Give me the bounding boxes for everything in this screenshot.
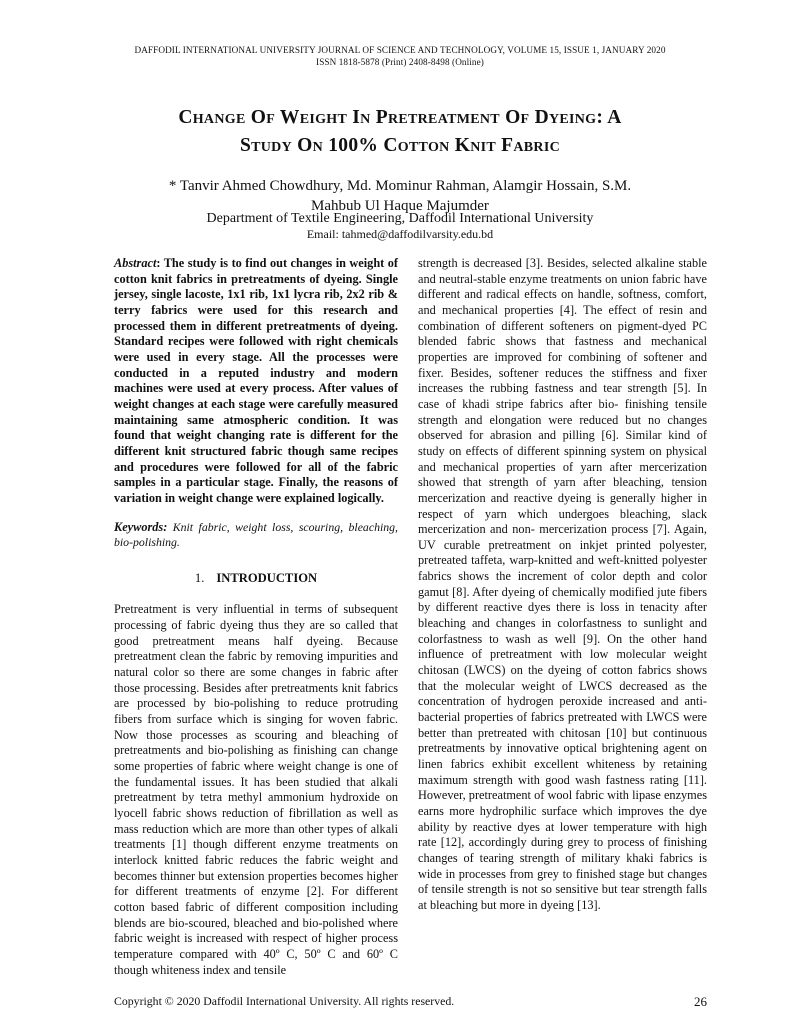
authors-line-2: Mahbub Ul Haque Majumder <box>311 198 489 214</box>
abstract <box>114 256 398 507</box>
title-line-2: Study On 100% Cotton Knit Fabric <box>239 135 560 156</box>
intro-paragraph-left: Pretreatment is very influential in terms of subsequent processing of fabric dyeing thus they are so called that good pretreatment means half dyeing. Because pretreatment clean the fabric by removing impurities and natural color so there are some changes in fabric after those processing. Besides after pretreatments knit fabrics are processed by bio-polishing to reduce protruding fibers from surface which is singing for woven fabric. Now those processes as scouring and bleaching of pretreatments and bio-polishing as finishing can change some properties of fabric where weight change is one of the fundamental issues. It has been studied that alkali pretreatment by tetra methyl ammonium hydroxide on lyocell fabric shows reduction of fibrillation as well as mass reduction which are more than other types of alkali treatments [1] though different enzyme treatments on interlock knitted fabric reduces the fabric weight and becomes thinner but extension properties becomes higher for different treatments of enzyme [2]. For different cotton based fabric of different composition including blends are bio-scoured, bleached and bio-polished where fabric weight is increased with respect of higher process temperature compared with 40º C, 50º C and 60º C though whiteness index and tensile <box>114 602 398 977</box>
journal-line: DAFFODIL INTERNATIONAL UNIVERSITY JOURNAL OF SCIENCE AND TECHNOLOGY, VOLUME 15, ISSUE 1, JANUARY 2020 <box>134 45 666 55</box>
department: Department of Textile Engineering, Daffodil International University <box>206 211 594 226</box>
journal-header <box>0 44 800 68</box>
author-list <box>120 176 680 216</box>
section-number: 1. <box>194 570 205 585</box>
page-footer <box>114 994 707 1009</box>
authors-line-1: * Tanvir Ahmed Chowdhury, Md. Mominur Rahman, Alamgir Hossain, S.M. <box>168 178 632 194</box>
paper-title <box>60 104 740 160</box>
section-heading-introduction <box>114 571 398 587</box>
author-email: Email: tahmed@daffodilvarsity.edu.bd <box>306 227 494 241</box>
title-line-1: Change Of Weight In Pretreatment Of Dyeing: A <box>178 107 622 128</box>
right-column <box>418 256 707 914</box>
keywords-text: Knit fabric, weight loss, scouring, bleaching, bio-polishing. <box>114 519 398 550</box>
keywords-lead: Keywords: <box>114 519 168 534</box>
intro-paragraph-right: strength is decreased [3]. Besides, selected alkaline stable and neutral-stable enzyme treatments on union fabric have different and radical effects on handle, softness, comfort, and mechanical properties [4]. The effect of resin and combination of different softeners on pigment-dyed PC blended fabric shows that fastness and mechanical properties are improved for combining of softener and fixer. Besides, softener reduces the stiffness and fixer increases the rubbing fastness and tear strength [5]. In case of khadi stripe fabrics after bio- finishing tensile strength and elongation were reduced but no changes observed for abrasion and pilling [6]. Similar kind of study on effects of different spinning system on physical and mechanical properties of yarn after mercerization showed that strength of yarn after bleaching, tension mercerization and reactive dyeing is generally higher in respect of yarn which undergoes bleaching, slack mercerization and non- mercerization process [7]. Again, UV curable pretreatment on inkjet printed polyester, pretreated taffeta, warp-knitted and weft-knitted polyester fabrics shows the increment of color depth and color gamut [8]. After dyeing of chemically modified jute fibers by different reactive dyes there is loss in tenacity after bleaching and changes in colorfastness to sunlight and colorfastness to wash as well [9]. On the other hand influence of pretreatment with low molecular weight chitosan (LWCS) on the dyeing of cotton fabrics shows that the molecular weight of LWCS decreased as the concentration of hydrogen peroxide increased and anti-bacterial properties of fabrics pretreated with LWCS were better than pretreated with chitosan [10] but continuous pretreatments by innovative optical brightening agent on linen fabrics exhibit excellent whiteness by retaining maximum strength with good wash fastness rating [11]. However, pretreatment of wool fabric with lipase enzymes earns more hydrophilic surface which improves the dye ability by reactive dyes at lower temperature with high rate [12], accordingly during grey to process of finishing changes of tearing strength of military khaki fabrics is wide in processes from grey to finished stage but changes of tensile strength is not so sensitive but tear strength falls at bleaching but more in dyeing [13]. <box>418 256 707 912</box>
copyright-notice: Copyright © 2020 Daffodil International University. All rights reserved. <box>114 994 455 1008</box>
left-column <box>114 256 398 978</box>
page-number: 26 <box>694 994 707 1009</box>
abstract-lead: Abstract <box>114 256 157 270</box>
issn-line: ISSN 1818-5878 (Print) 2408-8498 (Online) <box>316 57 484 67</box>
section-title: INTRODUCTION <box>216 570 318 585</box>
abstract-text: : The study is to find out changes in weight of cotton knit fabrics in pretreatments of dyeing. Single jersey, single lacoste, 1x1 rib, 1x1 lycra rib, 2x2 rib & terry fabrics were used for this research and processed them in different pretreatments of dyeing. Standard recipes were followed with right chemicals were used in every stage. All the processes were conducted in a reputed industry and modern machines were used at every process. After values of weight changes at each stage were carefully measured maintaining same atmospheric condition. It was found that weight changing rate is different for the different knit structured fabric though same recipes and procedures were followed for all of the fabric samples in a particular stage. Finally, the reasons of variation in weight change were explained logically. <box>114 256 398 505</box>
keywords <box>114 520 398 551</box>
